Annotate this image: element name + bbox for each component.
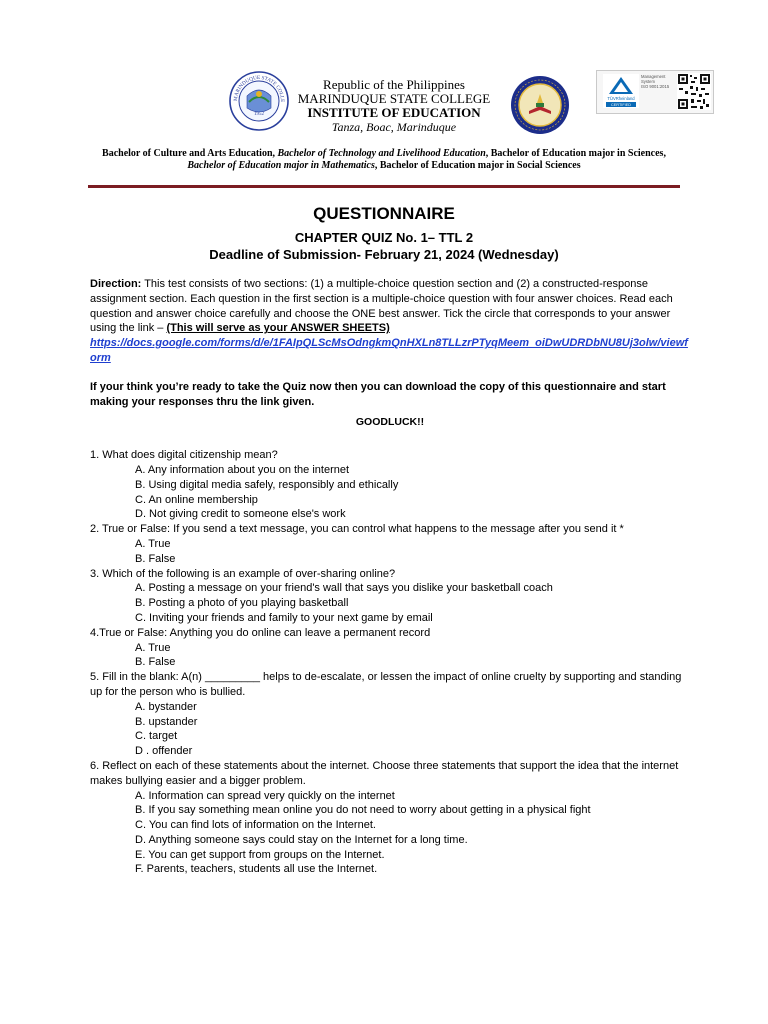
question-item xyxy=(90,670,690,759)
program-text: Bachelor of Technology and Livelihood Education xyxy=(277,148,486,159)
question-list xyxy=(90,448,690,877)
quiz-subtitle: CHAPTER QUIZ No. 1– TTL 2 xyxy=(294,230,474,245)
question-text: 1. What does digital citizenship mean? xyxy=(90,449,278,462)
question-text: 3. Which of the following is an example of over-sharing online? xyxy=(90,567,396,580)
question-item xyxy=(90,448,690,522)
answer-option: A. Information can spread very quickly on the internet xyxy=(135,789,395,802)
answer-option: A. True xyxy=(135,641,171,654)
tuv-brand: TÜVRheinland xyxy=(607,96,635,101)
cert-line: ISO 9001:2015 xyxy=(641,84,670,89)
direction-text: This test consists of two sections: (1) a multiple-choice question section and (2) a constructed-response assignment section. Each question in the first section is a multiple-choice question with four answer choices. Read each question and answer choice carefully and choose the ONE best answer. Tick the circle that corresponds to your answer using the link – xyxy=(90,278,673,335)
question-item xyxy=(90,759,690,877)
republic-line: Republic of the Philippines xyxy=(323,77,465,92)
direction-label: Direction: xyxy=(90,278,142,290)
ready-instruction: If your think you’re ready to take the Quiz now then you can download the copy of this questionnaire and start making your responses thru the link given. xyxy=(90,380,666,408)
seal-arc-text: MARINDUQUE STATE COLLE xyxy=(232,74,286,103)
answer-sheet-note: (This will serve as your ANSWER SHEETS) xyxy=(166,322,390,335)
answer-option: A. True xyxy=(135,537,171,550)
header-divider xyxy=(88,185,680,188)
qr-code-icon xyxy=(677,73,711,110)
institute-of-education-seal xyxy=(510,75,570,135)
goodluck-text: GOODLUCK!! xyxy=(355,416,425,429)
program-text: , Bachelor of Education major in Sciences, xyxy=(485,148,666,159)
program-text: Bachelor of Culture and Arts Education, xyxy=(102,148,278,159)
question-item xyxy=(90,626,690,670)
iso-certification-badge xyxy=(596,70,714,114)
document-body xyxy=(90,277,690,877)
answer-option: E. You can get support from groups on the Internet. xyxy=(135,848,385,861)
answer-option: A. Any information about you on the internet xyxy=(135,463,350,476)
answer-option: B. Using digital media safely, responsibly and ethically xyxy=(135,478,399,491)
tuv-rheinland-logo xyxy=(603,74,639,108)
google-form-link[interactable]: https://docs.google.com/forms/d/e/1FAIpQLScMsOdngkmQnHXLn8TLLzrPTyqMeem_oiDwUDRDbNU8Uj3olw/viewform xyxy=(90,337,688,364)
answer-option: D. Not giving credit to someone else's work xyxy=(135,508,346,521)
program-text: , Bachelor of Education major in Social Sciences xyxy=(374,160,581,171)
seal-year: 1952 xyxy=(254,112,264,117)
answer-option: D. Anything someone says could stay on the Internet for a long time. xyxy=(135,833,468,846)
answer-option: F. Parents, teachers, students all use the Internet. xyxy=(135,863,378,876)
cert-line: Management xyxy=(641,74,666,79)
answer-option: C. You can find lots of information on the Internet. xyxy=(135,819,376,832)
college-name: MARINDUQUE STATE COLLEGE xyxy=(297,91,491,106)
title-block xyxy=(0,203,768,264)
institute-name: INSTITUTE OF EDUCATION xyxy=(307,105,481,120)
cert-caption xyxy=(641,74,677,89)
answer-option: B. False xyxy=(135,656,176,669)
question-text: 5. Fill in the blank: A(n) _________ helps to de-escalate, or lessen the impact of online cruelty by supporting and standing up for the person who is bullied. xyxy=(90,671,682,698)
answer-option: D . offender xyxy=(135,745,193,758)
program-text: Bachelor of Education major in Mathematics xyxy=(187,160,375,171)
answer-option: B. False xyxy=(135,552,176,565)
answer-option: C. target xyxy=(135,730,178,743)
answer-option: C. An online membership xyxy=(135,493,258,506)
college-address: Tanza, Boac, Marinduque xyxy=(331,120,457,134)
answer-option: B. upstander xyxy=(135,715,198,728)
degree-programs xyxy=(88,148,680,172)
tuv-certified-label: CERTIFIED xyxy=(611,103,631,107)
answer-option: A. bystander xyxy=(135,700,197,713)
question-item xyxy=(90,522,690,566)
cert-line: System xyxy=(641,79,655,84)
question-text: 4.True or False: Anything you do online can leave a permanent record xyxy=(90,626,431,639)
answer-option: B. If you say something mean online you do not need to worry about getting in a physical fight xyxy=(135,804,591,817)
deadline-line: Deadline of Submission- February 21, 2024 (Wednesday) xyxy=(209,247,559,262)
page-title: QUESTIONNAIRE xyxy=(313,204,455,223)
answer-option: C. Inviting your friends and family to your next game by email xyxy=(135,611,433,624)
question-item xyxy=(90,567,690,626)
direction-paragraph xyxy=(90,277,690,336)
answer-option: B. Posting a photo of you playing basketball xyxy=(135,597,349,610)
letterhead-text xyxy=(280,78,508,134)
question-text: 2. True or False: If you send a text message, you can control what happens to the message after you send it * xyxy=(90,523,624,536)
answer-option: A. Posting a message on your friend's wall that says you dislike your basketball coach xyxy=(135,582,553,595)
question-text: 6. Reflect on each of these statements about the internet. Choose three statements that support the idea that the internet makes bullying easier and a bigger problem. xyxy=(90,759,679,787)
letterhead xyxy=(0,0,768,190)
